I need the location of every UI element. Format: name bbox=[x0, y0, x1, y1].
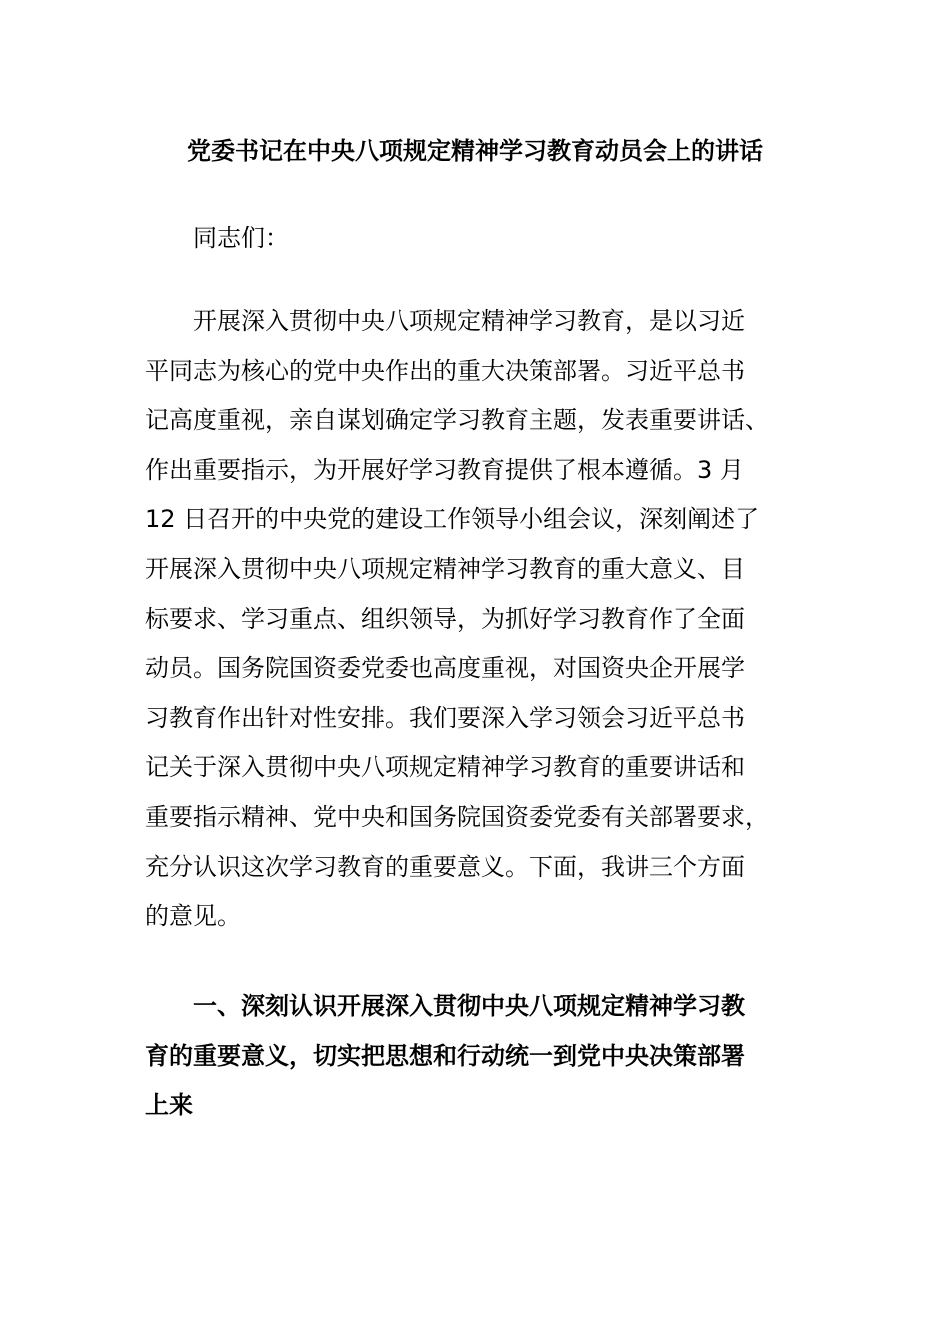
paragraph-line: 的意见。 bbox=[145, 902, 241, 931]
paragraph-line: 开展深入贯彻中央八项规定精神学习教育的重大意义、目 bbox=[145, 554, 745, 583]
paragraph-line: 重要指示精神、党中央和国务院国资委党委有关部署要求， bbox=[145, 802, 769, 831]
paragraph-line: 充分认识这次学习教育的重要意义。下面，我讲三个方面 bbox=[145, 852, 745, 881]
section-heading bbox=[145, 982, 745, 1131]
body-paragraph bbox=[145, 297, 769, 942]
paragraph-line: 记关于深入贯彻中央八项规定精神学习教育的重要讲话和 bbox=[145, 753, 745, 782]
paragraph-line: 作出重要指示，为开展好学习教育提供了根本遵循。3 月 bbox=[145, 455, 744, 484]
paragraph-line: 开展深入贯彻中央八项规定精神学习教育，是以习近 bbox=[193, 307, 745, 335]
paragraph-line: 动员。国务院国资委党委也高度重视，对国资央企开展学 bbox=[145, 654, 745, 683]
section-heading-line: 上来 bbox=[145, 1091, 193, 1120]
section-heading-line: 一、深刻认识开展深入贯彻中央八项规定精神学习教 bbox=[193, 992, 745, 1020]
document-title: 党委书记在中央八项规定精神学习教育动员会上的讲话 bbox=[187, 137, 763, 165]
paragraph-line: 12 日召开的中央党的建设工作领导小组会议，深刻阐述了 bbox=[145, 505, 760, 534]
paragraph-line: 平同志为核心的党中央作出的重大决策部署。习近平总书 bbox=[145, 356, 745, 385]
paragraph-line: 记高度重视，亲自谋划确定学习教育主题，发表重要讲话、 bbox=[145, 406, 769, 435]
section-heading-line: 育的重要意义，切实把思想和行动统一到党中央决策部署 bbox=[145, 1041, 745, 1070]
salutation: 同志们： bbox=[193, 224, 289, 252]
paragraph-line: 习教育作出针对性安排。我们要深入学习领会习近平总书 bbox=[145, 703, 745, 732]
paragraph-line: 标要求、学习重点、组织领导，为抓好学习教育作了全面 bbox=[145, 604, 745, 633]
